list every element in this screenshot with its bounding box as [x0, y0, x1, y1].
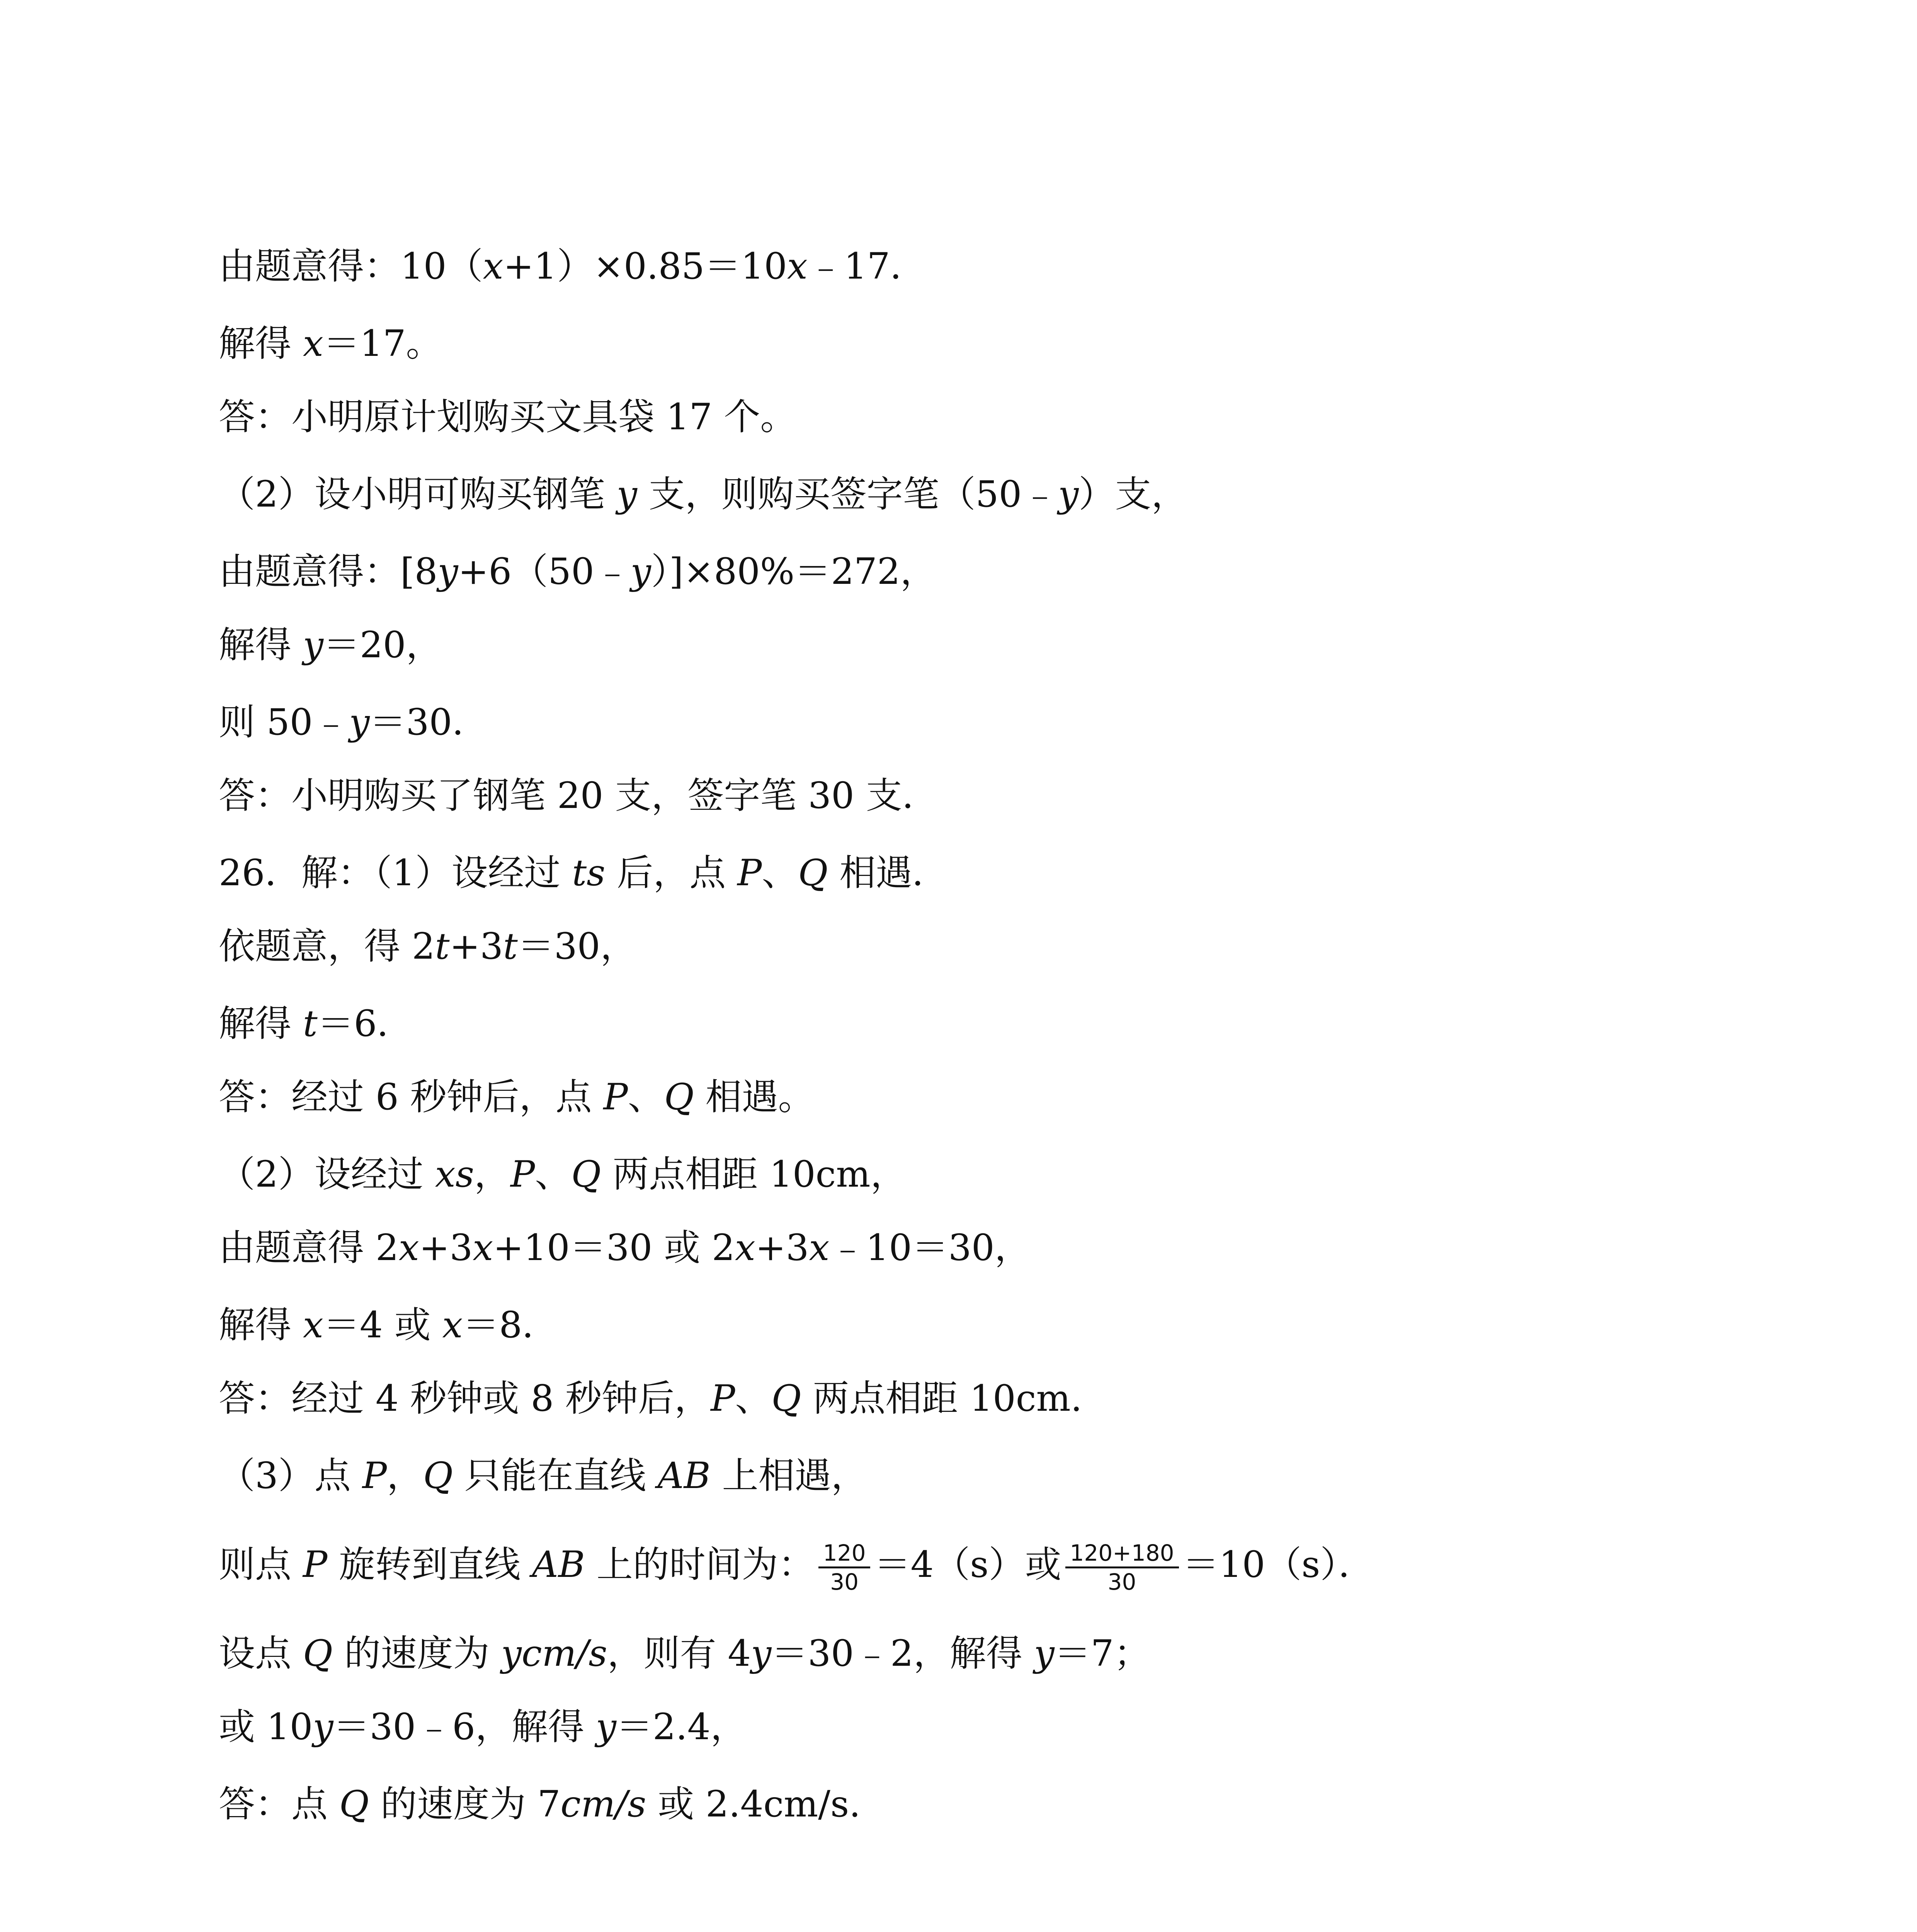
- math-variable: x: [398, 1227, 419, 1269]
- text-segment: 由题意得：10（: [219, 245, 483, 287]
- text-segment: 由题意得：[8: [219, 551, 438, 593]
- math-variable: Q: [303, 1633, 333, 1675]
- math-variable: y: [437, 551, 458, 593]
- fraction-denominator: 30: [1107, 1569, 1136, 1595]
- text-segment: +6（50﹣: [458, 551, 631, 593]
- text-segment: 解得: [219, 1003, 303, 1045]
- math-variable: Q: [339, 1783, 369, 1825]
- text-segment: 由题意得 2: [219, 1227, 399, 1269]
- math-variable: y: [616, 473, 637, 515]
- text-line: [219, 236, 1764, 298]
- text-segment: 答：小明购买了钢笔 20 支，签字笔 30 支．: [219, 775, 939, 817]
- math-variable: x: [787, 245, 808, 287]
- text-segment: ＝30，: [517, 925, 637, 968]
- text-segment: 或 10: [219, 1706, 313, 1748]
- text-line: [219, 1217, 1764, 1279]
- text-segment: 答：小明原计划购买文具袋 17 个。: [219, 396, 797, 438]
- text-line: [219, 692, 1764, 753]
- text-segment: ＝4 或: [323, 1304, 442, 1346]
- math-variable: ycm/s: [501, 1633, 607, 1675]
- text-segment: 的速度为 7: [369, 1783, 561, 1825]
- text-segment: ＝7；: [1054, 1633, 1150, 1675]
- text-segment: ＝30﹣6，解得: [333, 1706, 596, 1748]
- math-variable: P: [711, 1378, 735, 1420]
- text-segment: 设点: [219, 1633, 303, 1675]
- text-line: [219, 765, 1764, 827]
- text-segment: 解得: [219, 1304, 303, 1346]
- math-variable: y: [595, 1706, 617, 1748]
- math-variable: P: [737, 852, 762, 894]
- math-variable: Q: [664, 1076, 694, 1118]
- math-variable: y: [1058, 473, 1079, 515]
- text-line: [219, 1534, 1764, 1596]
- math-variable: Q: [771, 1378, 801, 1420]
- text-segment: ）支，: [1078, 473, 1188, 515]
- text-segment: （2）设小明可购买钢笔: [219, 473, 617, 515]
- text-segment: 旋转到直线: [327, 1544, 532, 1586]
- text-segment: 相遇．: [828, 852, 949, 894]
- math-variable: y: [1034, 1633, 1055, 1675]
- text-segment: 答：点: [219, 1783, 339, 1825]
- text-segment: 上的时间为：: [585, 1544, 815, 1586]
- text-line: [219, 1445, 1764, 1507]
- text-segment: +3: [755, 1227, 809, 1269]
- text-line: [219, 1144, 1764, 1206]
- math-variable: x: [809, 1227, 830, 1269]
- text-segment: 、: [762, 852, 798, 894]
- math-variable: x: [735, 1227, 755, 1269]
- text-segment: （3）点: [219, 1455, 362, 1497]
- math-variable: t: [435, 925, 450, 968]
- text-segment: +3: [449, 925, 503, 968]
- fraction-numerator: 120+180: [1065, 1539, 1179, 1568]
- math-variable: t: [303, 1003, 318, 1045]
- text-segment: +3: [419, 1227, 473, 1269]
- math-variable: x: [483, 245, 503, 287]
- math-variable: AB: [657, 1455, 711, 1497]
- text-segment: ﹣10＝30，: [829, 1227, 1031, 1269]
- text-segment: 的速度为: [332, 1633, 501, 1675]
- text-segment: 支，则购买签字笔（50﹣: [637, 473, 1058, 515]
- math-variable: P: [510, 1153, 535, 1196]
- text-segment: 相遇。: [694, 1076, 815, 1118]
- math-variable: ts: [572, 852, 606, 894]
- text-segment: 26．解：（1）设经过: [219, 852, 572, 894]
- text-segment: 、: [628, 1076, 664, 1118]
- text-line: [219, 1294, 1764, 1356]
- text-segment: ＝17。: [323, 323, 442, 365]
- text-segment: 后，点: [605, 852, 738, 894]
- fraction-denominator: 30: [830, 1569, 859, 1595]
- math-variable: y: [303, 624, 323, 666]
- text-segment: 或 2.4cm/s.: [646, 1783, 861, 1825]
- text-segment: 、: [735, 1378, 772, 1420]
- math-variable: x: [303, 1304, 323, 1346]
- text-segment: 则点: [219, 1544, 303, 1586]
- math-variable: Q: [423, 1455, 453, 1497]
- fraction: [818, 1539, 871, 1595]
- text-segment: ＝4（s）或: [874, 1544, 1061, 1586]
- text-line: [219, 614, 1764, 676]
- text-segment: 答：经过 4 秒钟或 8 秒钟后，: [219, 1378, 711, 1420]
- text-segment: ﹣17．: [807, 245, 927, 287]
- text-segment: +10＝30 或 2: [493, 1227, 735, 1269]
- math-variable: x: [442, 1304, 463, 1346]
- math-variable: y: [313, 1706, 333, 1748]
- text-segment: ，: [474, 1153, 510, 1196]
- text-segment: 两点相距 10cm，: [601, 1153, 907, 1196]
- math-variable: P: [603, 1076, 628, 1118]
- text-segment: 只能在直线: [453, 1455, 658, 1497]
- text-segment: ＝30﹣2，解得: [771, 1633, 1034, 1675]
- text-line: [219, 842, 1764, 904]
- math-variable: Q: [571, 1153, 601, 1196]
- text-segment: ＝10（s）．: [1182, 1544, 1375, 1586]
- math-variable: P: [303, 1544, 328, 1586]
- text-segment: ）]×80%＝272，: [651, 551, 937, 593]
- math-variable: cm/s: [560, 1783, 646, 1825]
- math-variable: y: [630, 551, 651, 593]
- text-segment: （2）设经过: [219, 1153, 435, 1196]
- text-segment: +1）×0.85＝10: [503, 245, 787, 287]
- math-variable: x: [303, 323, 323, 365]
- math-variable: P: [362, 1455, 387, 1497]
- text-line: [219, 1623, 1764, 1685]
- math-variable: xs: [435, 1153, 474, 1196]
- text-line: [219, 916, 1764, 978]
- text-line: [219, 1368, 1764, 1430]
- text-line: [219, 993, 1764, 1055]
- text-segment: 解得: [219, 323, 303, 365]
- text-segment: 答：经过 6 秒钟后，点: [219, 1076, 604, 1118]
- text-segment: ＝8．: [463, 1304, 559, 1346]
- text-line: [219, 1066, 1764, 1128]
- text-line: [219, 313, 1764, 375]
- text-segment: 两点相距 10cm.: [801, 1378, 1082, 1420]
- fraction-numerator: 120: [818, 1539, 871, 1568]
- text-segment: 上相遇，: [710, 1455, 867, 1497]
- fraction: [1065, 1539, 1179, 1595]
- text-segment: ，: [386, 1455, 423, 1497]
- text-line: [219, 464, 1764, 526]
- text-segment: ＝6．: [317, 1003, 413, 1045]
- text-segment: 解得: [219, 624, 303, 666]
- text-line: [219, 1696, 1764, 1758]
- text-segment: 依题意，得 2: [219, 925, 435, 968]
- text-segment: ＝30．: [369, 701, 489, 743]
- text-segment: ，则有 4: [607, 1633, 751, 1675]
- math-variable: y: [751, 1633, 772, 1675]
- text-line: [219, 386, 1764, 448]
- math-variable: AB: [532, 1544, 585, 1586]
- text-segment: ＝20，: [323, 624, 442, 666]
- text-line: [219, 1774, 1764, 1835]
- math-variable: y: [349, 701, 370, 743]
- text-line: [219, 541, 1764, 603]
- text-segment: ＝2.4，: [616, 1706, 747, 1748]
- math-variable: Q: [798, 852, 828, 894]
- text-segment: 、: [535, 1153, 572, 1196]
- math-variable: x: [473, 1227, 493, 1269]
- math-variable: t: [503, 925, 518, 968]
- text-segment: 则 50﹣: [219, 701, 349, 743]
